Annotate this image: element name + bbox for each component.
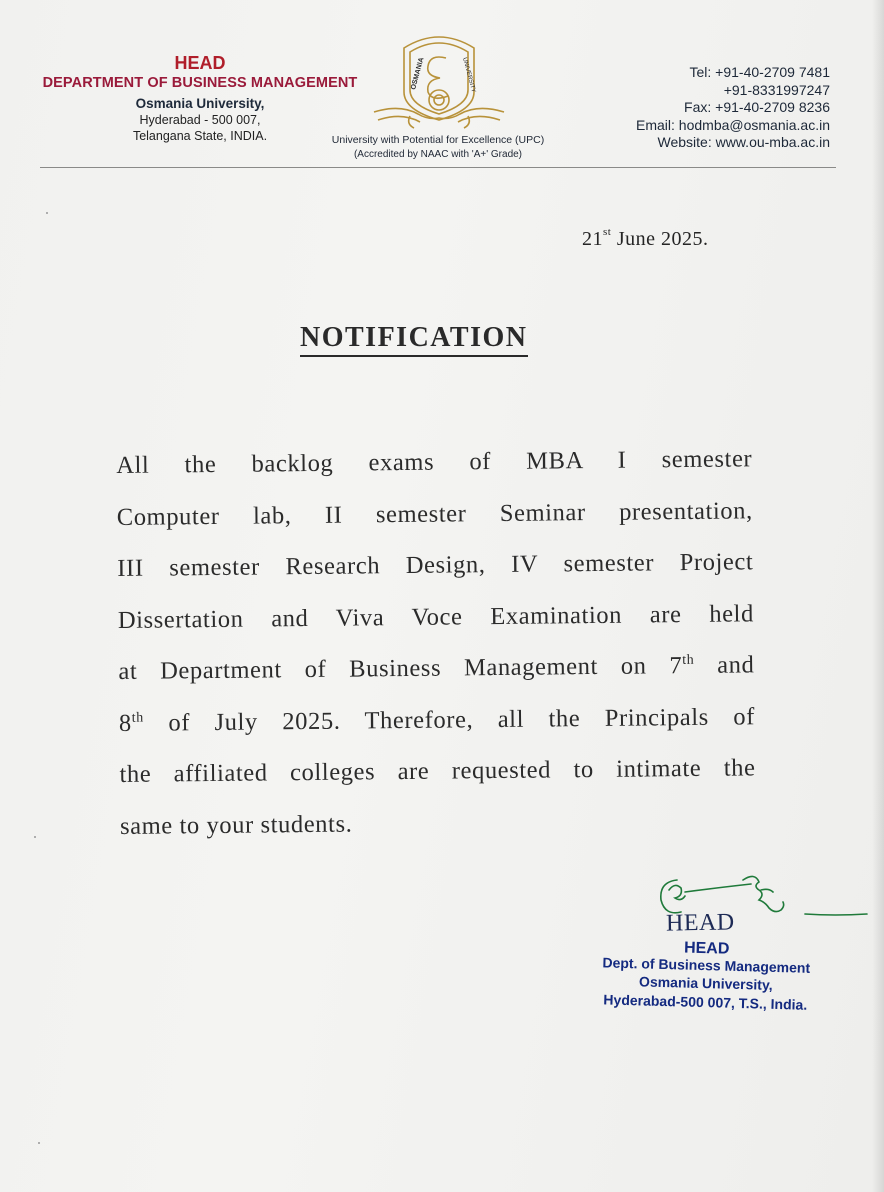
date-day: 21 <box>582 228 603 250</box>
body-line: Computer lab, II semester Seminar presentation, <box>116 496 753 531</box>
date-rest: June 2025. <box>616 228 709 250</box>
contact-tel2: +91-8331997247 <box>723 81 830 98</box>
paper-speck <box>46 212 48 214</box>
body-line6-text: of July 2025. Therefore, all the Principals of <box>168 702 756 736</box>
naac-line: (Accredited by NAAC with 'A+' Grade) <box>353 149 523 160</box>
page-edge-shadow <box>872 0 884 1192</box>
stamp-department: Dept. of Business Management <box>602 954 811 976</box>
body-line: Dissertation and Viva Voce Examination are held <box>117 599 754 634</box>
notice-title: NOTIFICATION <box>300 322 528 357</box>
body-line6-sup: th <box>131 710 144 726</box>
notice-body <box>116 433 756 852</box>
letterhead-left <box>30 52 370 143</box>
letterhead-university: Osmania University, <box>135 96 265 111</box>
university-emblem-icon <box>370 28 508 134</box>
body-line5-sup: th <box>682 652 695 668</box>
letterhead-contact <box>570 64 830 152</box>
letterhead-department: DEPARTMENT OF BUSINESS MANAGEMENT <box>42 75 358 91</box>
body-line <box>118 639 755 697</box>
upc-line: University with Potential for Excellence (UPC) <box>331 134 545 146</box>
paper-speck <box>34 836 36 838</box>
body-line: the affiliated colleges are requested to intimate the <box>119 754 756 788</box>
body-line6-num: 8 <box>118 709 132 737</box>
contact-tel: Tel: +91-40-2709 7481 <box>689 64 830 80</box>
body-line: same to your students. <box>119 810 353 840</box>
contact-website: Website: www.ou-mba.ac.in <box>657 134 830 150</box>
contact-fax: Fax: +91-40-2709 8236 <box>684 99 830 115</box>
letterhead-divider <box>40 167 836 168</box>
letterhead-accreditation <box>300 133 576 162</box>
svg-text:OSMANIA: OSMANIA <box>410 56 426 91</box>
paper-speck <box>38 1142 40 1144</box>
official-stamp <box>586 937 826 1015</box>
letterhead-head: HEAD <box>174 53 226 73</box>
body-line: III semester Research Design, IV semester Project <box>117 548 754 582</box>
date-suffix: st <box>603 226 612 238</box>
body-line: All the backlog exams of MBA I semester <box>116 445 753 479</box>
body-line5-text: at Department of Business Management on 7 <box>118 652 683 685</box>
stamp-university: Osmania University, <box>638 973 773 993</box>
body-line5-end: and <box>717 651 755 679</box>
stamp-title: HEAD <box>683 939 730 958</box>
signed-title: HEAD <box>665 909 735 937</box>
stamp-address: Hyderabad-500 007, T.S., India. <box>603 991 808 1013</box>
letterhead-address-line2: Telangana State, INDIA. <box>132 129 268 143</box>
contact-email: Email: hodmba@osmania.ac.in <box>636 116 830 133</box>
body-line <box>119 691 756 749</box>
notice-date <box>582 228 709 251</box>
letterhead-address-line1: Hyderabad - 500 007, <box>139 113 261 127</box>
svg-text:UNIVERSITY: UNIVERSITY <box>461 56 477 94</box>
